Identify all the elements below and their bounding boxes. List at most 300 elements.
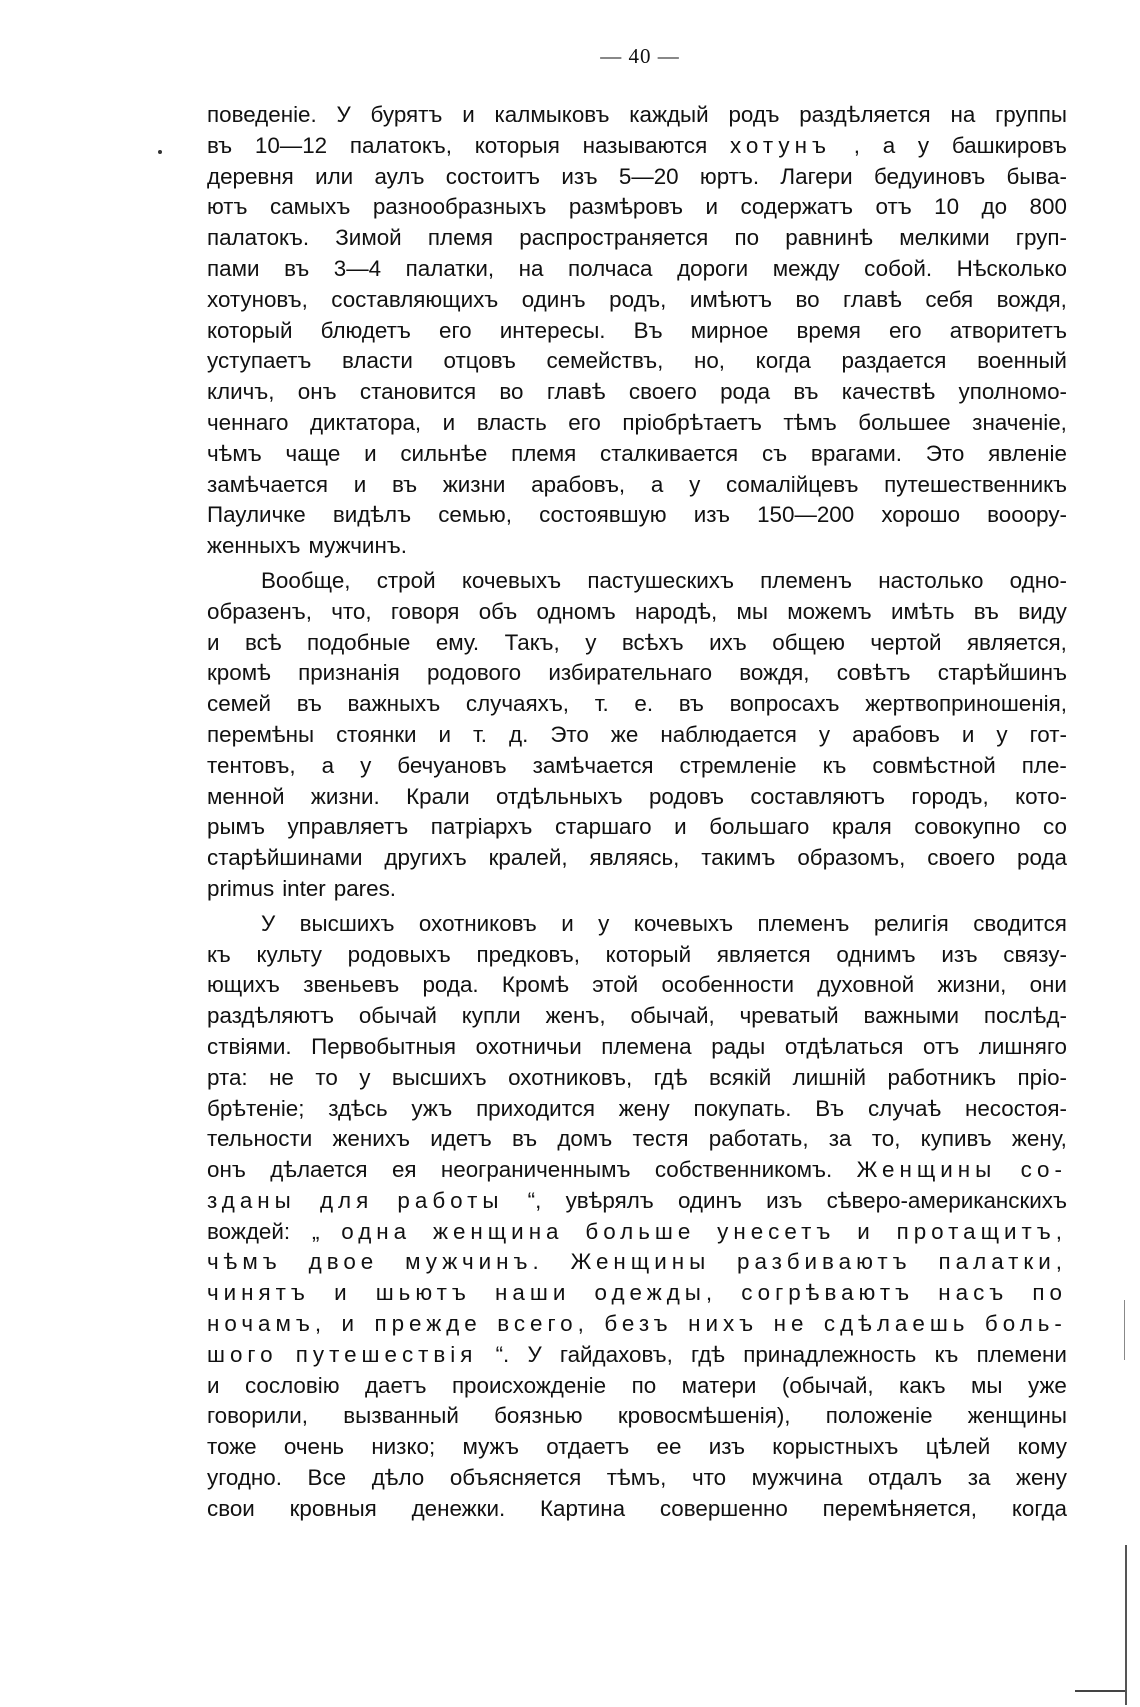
text-word: на bbox=[950, 102, 976, 127]
text-word: одномъ bbox=[536, 598, 616, 624]
text-line bbox=[207, 1371, 1067, 1402]
text-line bbox=[207, 223, 1067, 254]
text-word: изъ bbox=[693, 502, 730, 528]
text-word: хорошо bbox=[881, 502, 961, 528]
text-word: родового bbox=[426, 660, 522, 686]
text-word: этой bbox=[592, 972, 639, 998]
text-word: семей bbox=[207, 691, 272, 717]
text-word: и bbox=[364, 440, 377, 466]
text-word: называются bbox=[582, 132, 708, 158]
text-word: чреватый bbox=[739, 1003, 839, 1029]
text-word: ченнаго bbox=[207, 409, 289, 435]
text-word: высшихъ bbox=[391, 1064, 487, 1090]
text-word: группы bbox=[995, 102, 1067, 127]
text-word: жертвоприношенія, bbox=[865, 691, 1067, 717]
page-number: — 40 — bbox=[600, 44, 680, 68]
scan-edge-mark bbox=[1124, 1300, 1125, 1360]
text-word: чаще bbox=[285, 440, 341, 466]
text-word: кровныя bbox=[289, 1495, 377, 1521]
text-word: изъ bbox=[708, 1434, 745, 1460]
text-word: во bbox=[499, 379, 524, 405]
text-word: однимъ bbox=[836, 941, 916, 967]
text-word: одежды, bbox=[594, 1280, 718, 1306]
text-word: работникъ bbox=[887, 1064, 997, 1090]
text-line bbox=[207, 909, 1067, 940]
text-word: имѣть bbox=[890, 598, 955, 624]
text-word: во bbox=[795, 286, 820, 312]
text-word: Зимой bbox=[335, 225, 402, 251]
text-word: образенъ, bbox=[207, 598, 312, 624]
text-word: сводится bbox=[973, 910, 1067, 936]
text-word: дѣлается bbox=[270, 1157, 368, 1183]
text-word: имѣютъ bbox=[689, 286, 772, 312]
text-word: работы bbox=[397, 1187, 504, 1213]
text-word: дороги bbox=[677, 255, 749, 281]
text-word: рода bbox=[1017, 845, 1067, 871]
text-word: нихъ bbox=[688, 1311, 759, 1337]
text-word: палатокъ, bbox=[349, 132, 452, 158]
text-word: что, bbox=[331, 598, 372, 624]
text-word: кромѣ bbox=[207, 660, 271, 686]
text-word: признанія bbox=[298, 660, 400, 686]
text-word: а bbox=[321, 752, 335, 778]
text-word: родъ bbox=[728, 102, 780, 127]
text-word: положеніе bbox=[825, 1403, 933, 1429]
text-word: 150—200 bbox=[757, 502, 855, 528]
text-line bbox=[207, 628, 1067, 659]
text-word: отдалъ bbox=[868, 1465, 943, 1491]
text-word: разбиваютъ bbox=[737, 1249, 912, 1275]
text-word: съ bbox=[761, 440, 788, 466]
text-line bbox=[207, 1186, 1067, 1217]
text-word: старшаго bbox=[554, 814, 652, 840]
text-word: ея bbox=[391, 1157, 417, 1183]
text-word: онъ bbox=[297, 379, 337, 405]
text-word: племенъ bbox=[757, 910, 850, 936]
text-word: такимъ bbox=[701, 845, 776, 871]
text-word: быва- bbox=[1006, 163, 1067, 189]
text-word: гот- bbox=[1029, 721, 1067, 747]
text-word: тоже bbox=[207, 1434, 257, 1460]
text-word: время bbox=[796, 317, 861, 343]
text-word: изъ bbox=[941, 941, 978, 967]
text-word: блюдетъ bbox=[320, 317, 411, 343]
text-line bbox=[207, 100, 1067, 131]
text-word: и bbox=[705, 194, 718, 220]
text-word: отъ bbox=[923, 1033, 960, 1059]
text-word: наблюдается bbox=[660, 721, 797, 747]
text-word: аулъ bbox=[374, 163, 425, 189]
text-word: отдѣлаться bbox=[784, 1033, 904, 1059]
text-word: по bbox=[1032, 1280, 1067, 1306]
text-line bbox=[207, 1278, 1067, 1309]
text-word: диктатора, bbox=[309, 409, 422, 435]
text-word: мы bbox=[736, 598, 768, 624]
text-word: собственникомъ. bbox=[654, 1157, 833, 1183]
text-word: несостоя- bbox=[964, 1095, 1067, 1121]
text-word: Женщины bbox=[856, 1157, 997, 1183]
text-word: гдѣ bbox=[653, 1064, 688, 1090]
text-word: Первобытныя bbox=[311, 1033, 457, 1059]
text-word: увѣрялъ bbox=[565, 1187, 654, 1213]
text-word: себя bbox=[925, 286, 974, 312]
text-word: вождей: bbox=[207, 1218, 291, 1244]
text-word: ее bbox=[656, 1434, 682, 1460]
text-word: стоянки bbox=[336, 721, 417, 747]
text-word: т. bbox=[594, 691, 609, 717]
text-word: и bbox=[341, 1311, 360, 1337]
text-word: женщина bbox=[432, 1218, 564, 1244]
text-word: палатки, bbox=[405, 255, 495, 281]
text-line bbox=[207, 1494, 1067, 1525]
text-word: по bbox=[734, 225, 760, 251]
text-word: племена bbox=[601, 1033, 692, 1059]
text-word: пами bbox=[207, 255, 260, 281]
text-word: primus bbox=[207, 875, 275, 901]
text-word: ночамъ, bbox=[207, 1311, 327, 1337]
text-word: Вообще, bbox=[261, 567, 351, 593]
text-word: Кромѣ bbox=[501, 972, 569, 998]
text-word: всѣхъ bbox=[621, 629, 684, 655]
text-word: религія bbox=[873, 910, 949, 936]
text-word: обычай bbox=[358, 1003, 437, 1029]
text-word: неограниченнымъ bbox=[440, 1157, 631, 1183]
text-word: явленіе bbox=[988, 440, 1067, 466]
text-word: каждый bbox=[629, 102, 709, 127]
text-word: зданы bbox=[207, 1187, 296, 1213]
text-word: Въ bbox=[633, 317, 663, 343]
text-word: купли bbox=[461, 1003, 521, 1029]
text-word: связу- bbox=[1003, 941, 1067, 967]
text-line bbox=[207, 874, 1067, 905]
text-word: племенъ bbox=[760, 567, 853, 593]
text-word: раздѣляется bbox=[799, 102, 931, 127]
text-word: замѣчается bbox=[532, 752, 654, 778]
text-word: уступаетъ bbox=[207, 348, 312, 374]
text-word: путешественникъ bbox=[884, 471, 1067, 497]
text-word: и bbox=[442, 409, 456, 435]
text-word: шьютъ bbox=[375, 1280, 471, 1306]
text-word: когда bbox=[755, 348, 811, 374]
text-word: становится bbox=[359, 379, 477, 405]
text-word: протащитъ, bbox=[896, 1218, 1067, 1244]
text-line bbox=[207, 1340, 1067, 1371]
text-word: женныхъ bbox=[207, 533, 301, 559]
text-line bbox=[207, 843, 1067, 874]
scan-corner-mark bbox=[1075, 1690, 1125, 1692]
text-line bbox=[207, 689, 1067, 720]
text-word: inter bbox=[282, 875, 326, 901]
text-word: пастушескихъ bbox=[587, 567, 734, 593]
text-line bbox=[207, 1432, 1067, 1463]
text-word: его bbox=[888, 317, 922, 343]
text-word: жизни, bbox=[937, 972, 1007, 998]
text-word: хотунъ bbox=[729, 132, 831, 158]
text-word: палатки, bbox=[938, 1249, 1067, 1275]
text-word: который bbox=[207, 317, 293, 343]
text-word: въ bbox=[511, 1126, 538, 1152]
text-word: брѣтеніе; bbox=[207, 1095, 305, 1121]
text-word: юртъ. bbox=[699, 163, 760, 189]
text-word: матери bbox=[681, 1372, 757, 1398]
text-word: сдѣлаешь bbox=[823, 1311, 970, 1337]
text-word: старѣйшинами bbox=[207, 845, 363, 871]
text-line bbox=[207, 285, 1067, 316]
text-word: родовъ bbox=[648, 783, 725, 809]
text-word: краля bbox=[831, 814, 892, 840]
text-word: то bbox=[315, 1064, 338, 1090]
text-word: кочевыхъ bbox=[461, 567, 562, 593]
text-word: ствіями. bbox=[207, 1033, 292, 1059]
text-word: составляющихъ bbox=[331, 286, 499, 312]
text-word: военный bbox=[977, 348, 1067, 374]
text-word: случаяхъ, bbox=[465, 691, 570, 717]
text-word: является, bbox=[966, 629, 1067, 655]
text-word: всякій bbox=[709, 1064, 772, 1090]
text-word: совѣтъ bbox=[836, 660, 911, 686]
text-word: кровосмѣшенія), bbox=[617, 1403, 791, 1429]
text-word: всѣ bbox=[244, 629, 282, 655]
text-word: чертой bbox=[870, 629, 942, 655]
text-word: е. bbox=[634, 691, 654, 717]
text-word: очень bbox=[283, 1434, 345, 1460]
text-word: башкировъ bbox=[951, 132, 1067, 158]
text-word: семействъ, bbox=[546, 348, 664, 374]
text-word: отдаетъ bbox=[546, 1434, 630, 1460]
text-word: „ bbox=[311, 1218, 320, 1244]
text-word: перемѣны bbox=[207, 721, 315, 747]
text-word: “, bbox=[527, 1187, 542, 1213]
text-word: жену, bbox=[1011, 1126, 1067, 1152]
text-word: старѣйшинъ bbox=[937, 660, 1067, 686]
text-word: высшихъ bbox=[299, 910, 395, 936]
text-word: калмыковъ bbox=[494, 102, 610, 127]
text-word: хотуновъ, bbox=[207, 286, 308, 312]
text-word: къ bbox=[934, 1341, 959, 1367]
text-word: и bbox=[674, 814, 687, 840]
text-word: подобные bbox=[307, 629, 411, 655]
text-word: чѣмъ bbox=[207, 1249, 282, 1275]
text-word: рода. bbox=[422, 972, 479, 998]
text-word: пріобрѣтаетъ bbox=[622, 409, 762, 435]
text-word: кому bbox=[1017, 1434, 1067, 1460]
text-word: же bbox=[610, 721, 639, 747]
text-word: до bbox=[981, 194, 1008, 220]
text-word: деревня bbox=[207, 163, 294, 189]
text-word: въ bbox=[793, 379, 819, 405]
text-word: не bbox=[773, 1311, 809, 1337]
text-word: совершенно bbox=[659, 1495, 788, 1521]
text-word: кралей, bbox=[488, 845, 568, 871]
text-word: равнинѣ bbox=[785, 225, 874, 251]
text-word: Такъ, bbox=[504, 629, 560, 655]
text-line bbox=[207, 192, 1067, 223]
text-word: Нѣсколько bbox=[956, 255, 1067, 281]
text-word: вызванный bbox=[343, 1403, 459, 1429]
text-line bbox=[207, 658, 1067, 689]
text-word: семью, bbox=[438, 502, 512, 528]
text-word: говорили, bbox=[207, 1403, 308, 1429]
text-word: лишній bbox=[792, 1064, 867, 1090]
text-word: мужчинъ. bbox=[405, 1249, 544, 1275]
text-word: культу bbox=[256, 941, 322, 967]
text-word: У bbox=[336, 102, 351, 127]
text-word: у bbox=[360, 752, 372, 778]
text-line bbox=[207, 940, 1067, 971]
text-word: и bbox=[561, 910, 574, 936]
text-word: работать, bbox=[708, 1126, 809, 1152]
text-line bbox=[207, 1032, 1067, 1063]
text-word: важными bbox=[863, 1003, 959, 1029]
text-word: главѣ bbox=[843, 286, 902, 312]
text-word: приходится bbox=[476, 1095, 595, 1121]
text-word: объясняется bbox=[449, 1465, 582, 1491]
text-word: кличъ, bbox=[207, 379, 275, 405]
text-word: патріархъ bbox=[430, 814, 533, 840]
text-word: купивъ bbox=[920, 1126, 992, 1152]
text-word: къ bbox=[207, 941, 231, 967]
text-word: наши bbox=[495, 1280, 571, 1306]
text-line bbox=[207, 470, 1067, 501]
text-word: всего, bbox=[497, 1311, 589, 1337]
text-word: мужъ bbox=[462, 1434, 520, 1460]
text-line bbox=[207, 500, 1067, 531]
text-word: одно- bbox=[1009, 567, 1067, 593]
text-line bbox=[207, 1124, 1067, 1155]
text-word: безъ bbox=[604, 1311, 673, 1337]
text-word: и bbox=[857, 1218, 875, 1244]
text-word: поведеніе. bbox=[207, 102, 317, 127]
text-word: и bbox=[438, 721, 452, 747]
text-word: бурятъ bbox=[370, 102, 443, 127]
text-word: собой. bbox=[864, 255, 933, 281]
text-word: тѣмъ, bbox=[606, 1465, 667, 1491]
text-word: тельности bbox=[207, 1126, 313, 1152]
text-word: цѣлей bbox=[925, 1434, 991, 1460]
text-word: угодно. bbox=[207, 1465, 282, 1491]
text-word: какъ bbox=[899, 1372, 946, 1398]
text-word: насъ bbox=[938, 1280, 1009, 1306]
text-word: 10 bbox=[934, 194, 960, 220]
text-word: у bbox=[585, 629, 597, 655]
text-word: сильнѣе bbox=[400, 440, 488, 466]
text-line bbox=[207, 812, 1067, 843]
text-word: женихъ bbox=[332, 1126, 410, 1152]
text-word: одна bbox=[341, 1218, 412, 1244]
text-word: родовыхъ bbox=[347, 941, 451, 967]
text-word: между bbox=[772, 255, 840, 281]
text-word: состоитъ bbox=[445, 163, 541, 189]
text-word: рта: bbox=[207, 1064, 248, 1090]
text-word: (обычай, bbox=[781, 1372, 874, 1398]
text-word: т. bbox=[473, 721, 488, 747]
text-word: власть bbox=[476, 409, 547, 435]
text-line bbox=[207, 1309, 1067, 1340]
text-line bbox=[207, 1247, 1067, 1278]
text-word: арабовъ, bbox=[531, 471, 626, 497]
text-word: отъ bbox=[875, 194, 912, 220]
text-word: распространяется bbox=[519, 225, 709, 251]
text-line bbox=[207, 597, 1067, 628]
text-word: врагами. bbox=[810, 440, 902, 466]
text-word: менной bbox=[207, 783, 285, 809]
text-line bbox=[207, 408, 1067, 439]
text-word: арабовъ bbox=[852, 721, 940, 747]
text-word: раздается bbox=[841, 348, 947, 374]
text-word: вождя, bbox=[996, 286, 1067, 312]
text-word: ющихъ bbox=[207, 972, 280, 998]
text-word: общею bbox=[772, 629, 845, 655]
text-line bbox=[207, 131, 1067, 162]
scan-edge-bar bbox=[1125, 1545, 1127, 1705]
text-word: въ bbox=[391, 471, 418, 497]
text-word: говоря bbox=[390, 598, 460, 624]
text-word: рымъ bbox=[207, 814, 265, 840]
text-word: охотниковъ, bbox=[508, 1064, 633, 1090]
text-word: Пауличке bbox=[207, 502, 306, 528]
text-word: пріо- bbox=[1017, 1064, 1067, 1090]
text-word: охотниковъ bbox=[418, 910, 537, 936]
text-word: разнообразныхъ bbox=[372, 194, 547, 220]
text-word: рода bbox=[720, 379, 771, 405]
text-line bbox=[207, 162, 1067, 193]
text-word: раздѣляютъ bbox=[207, 1003, 334, 1029]
text-word: одинъ bbox=[677, 1187, 742, 1213]
text-word: замѣчается bbox=[207, 471, 328, 497]
text-word: а bbox=[650, 471, 664, 497]
text-word: своего bbox=[927, 845, 996, 871]
text-word: pares. bbox=[333, 875, 396, 901]
text-word: вождя, bbox=[739, 660, 810, 686]
text-word: видѣлъ bbox=[332, 502, 412, 528]
text-word: что bbox=[691, 1465, 727, 1491]
text-word: мелкими bbox=[899, 225, 990, 251]
text-word: являясь, bbox=[589, 845, 680, 871]
text-word: которыя bbox=[474, 132, 560, 158]
text-word: размѣровъ bbox=[568, 194, 683, 220]
text-word: отдѣльныхъ bbox=[495, 783, 623, 809]
text-word: народѣ, bbox=[634, 598, 718, 624]
text-word: мы bbox=[971, 1372, 1003, 1398]
text-line bbox=[207, 1063, 1067, 1094]
text-word: другихъ bbox=[384, 845, 467, 871]
text-word: а bbox=[882, 132, 896, 158]
text-word: бечуановъ bbox=[397, 752, 507, 778]
text-word: въ bbox=[678, 691, 704, 717]
text-word: корыстныхъ bbox=[772, 1434, 899, 1460]
text-word: въ bbox=[296, 691, 322, 717]
text-word: то, bbox=[871, 1126, 901, 1152]
text-word: совмѣстной bbox=[872, 752, 996, 778]
text-word: жену bbox=[618, 1095, 670, 1121]
text-line bbox=[207, 1001, 1067, 1032]
text-word: ютъ bbox=[207, 194, 248, 220]
text-word: но, bbox=[693, 348, 726, 374]
text-word: со- bbox=[1020, 1157, 1067, 1183]
text-word: тестя bbox=[632, 1126, 689, 1152]
text-word: они bbox=[1029, 972, 1067, 998]
text-word: у bbox=[818, 721, 831, 747]
text-word: дѣло bbox=[371, 1465, 425, 1491]
text-word: кочевыхъ bbox=[633, 910, 734, 936]
text-word: мирное bbox=[690, 317, 769, 343]
text-word: шого bbox=[207, 1341, 278, 1367]
text-word: стремленіе bbox=[679, 752, 797, 778]
text-word: кото- bbox=[1015, 783, 1067, 809]
text-word: 3—4 bbox=[333, 255, 382, 281]
text-word: путешествія bbox=[295, 1341, 478, 1367]
text-word: интересы. bbox=[499, 317, 606, 343]
